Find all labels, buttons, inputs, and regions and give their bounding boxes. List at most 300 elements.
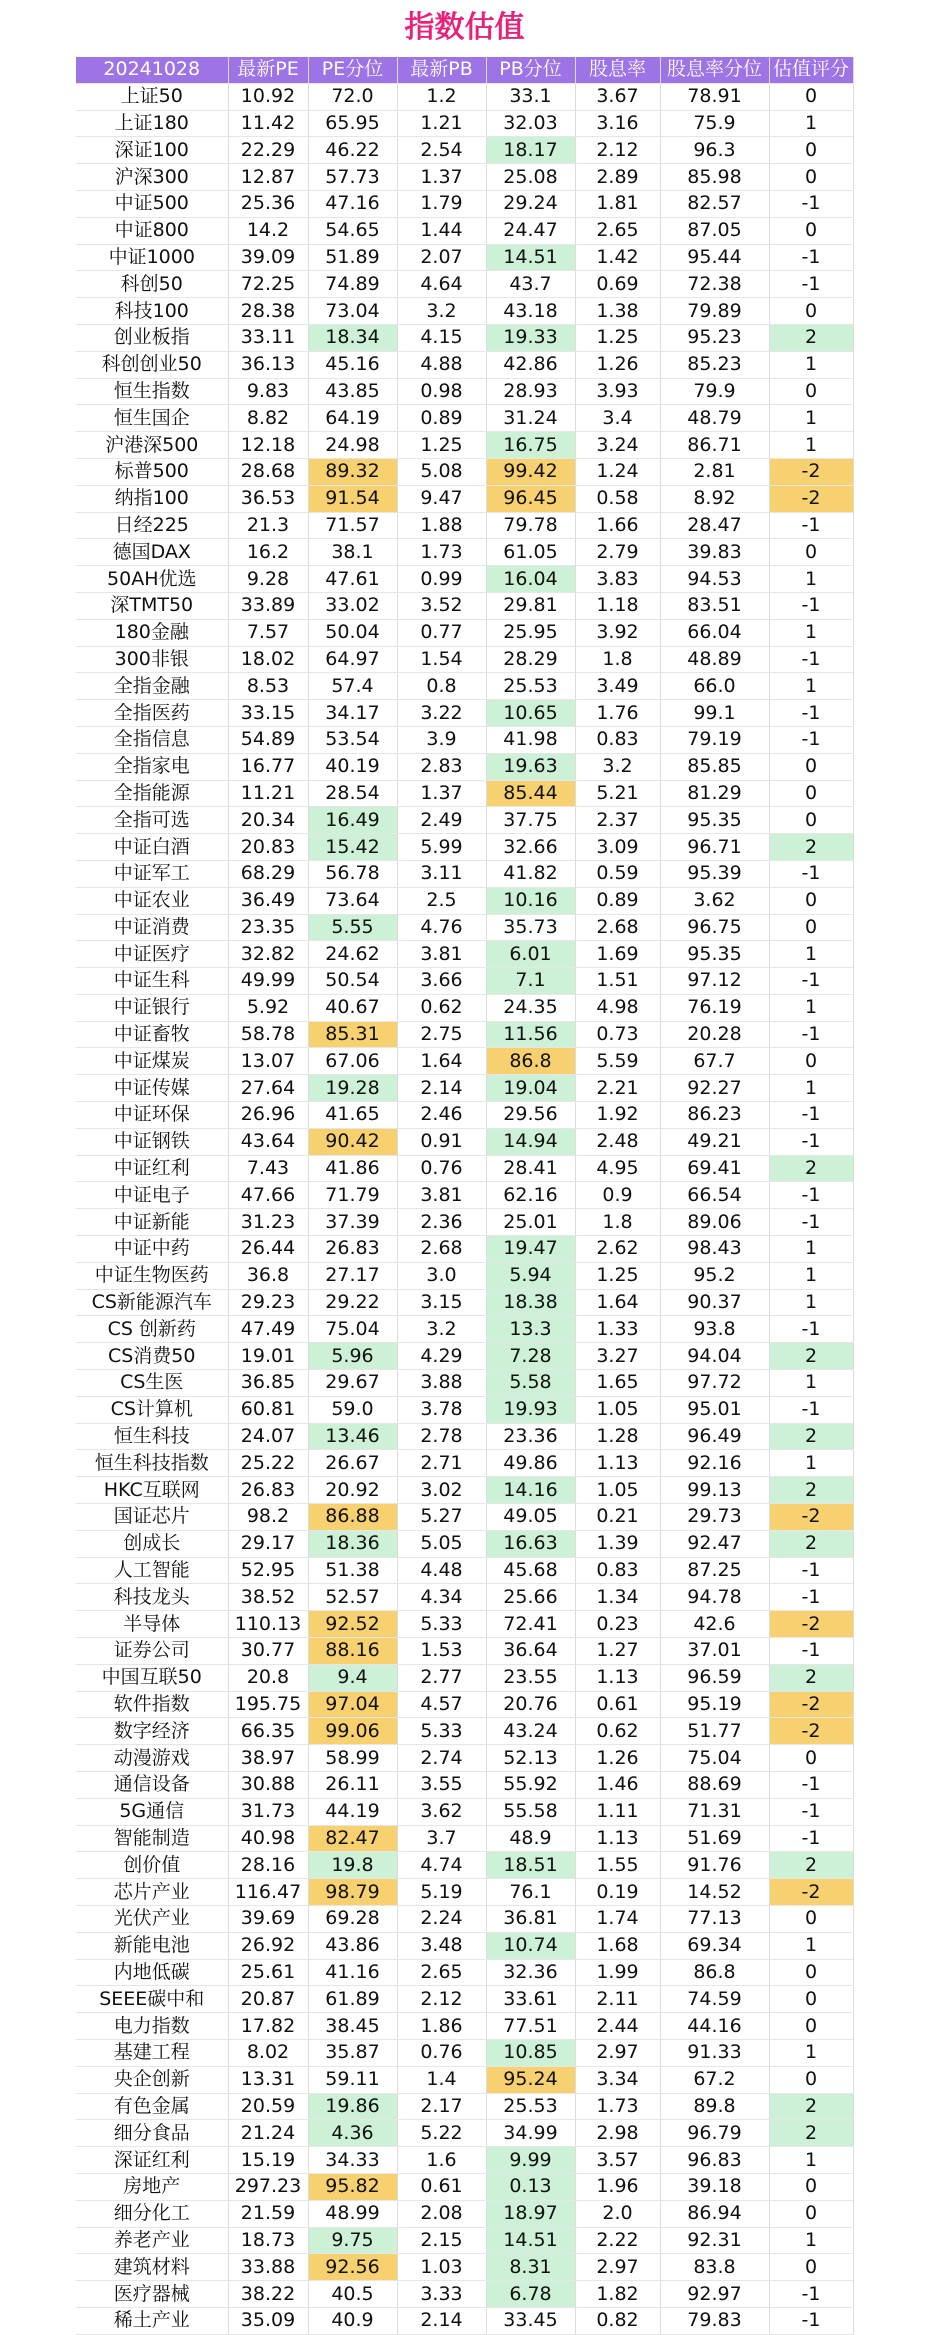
cell-pe: 52.95 — [228, 1557, 308, 1584]
cell-pe-percentile: 38.45 — [308, 2013, 397, 2040]
header-pb-percentile: PB分位 — [486, 57, 575, 83]
cell-pb: 0.98 — [397, 378, 486, 405]
cell-pe: 36.13 — [228, 351, 308, 378]
table-row — [76, 244, 853, 271]
cell-pb-percentile: 18.51 — [486, 1852, 575, 1879]
cell-dividend-yield: 1.26 — [575, 351, 660, 378]
cell-dividend-yield: 1.24 — [575, 458, 660, 485]
cell-index-name: 上证180 — [76, 110, 228, 137]
table-row — [76, 1316, 853, 1343]
cell-pb-percentile: 29.81 — [486, 592, 575, 619]
cell-pe-percentile: 61.89 — [308, 1986, 397, 2013]
cell-score: -1 — [769, 2281, 853, 2308]
table-row — [76, 1825, 853, 1852]
cell-pb: 3.66 — [397, 968, 486, 995]
table-row — [76, 432, 853, 459]
cell-dividend-percentile: 42.6 — [660, 1611, 769, 1638]
table-row — [76, 1048, 853, 1075]
cell-pb: 2.07 — [397, 244, 486, 271]
cell-score: 1 — [769, 2147, 853, 2174]
table-row — [76, 1236, 853, 1263]
cell-dividend-yield: 4.95 — [575, 1155, 660, 1182]
cell-pb-percentile: 33.1 — [486, 83, 575, 110]
cell-pb-percentile: 25.95 — [486, 619, 575, 646]
cell-score: 2 — [769, 1477, 853, 1504]
table-row — [76, 887, 853, 914]
cell-pe: 36.53 — [228, 485, 308, 512]
table-row — [76, 217, 853, 244]
cell-index-name: 中证畜牧 — [76, 1021, 228, 1048]
cell-dividend-percentile: 92.47 — [660, 1530, 769, 1557]
cell-pe: 36.8 — [228, 1262, 308, 1289]
cell-pb-percentile: 32.66 — [486, 834, 575, 861]
cell-dividend-yield: 1.18 — [575, 592, 660, 619]
cell-pe: 26.83 — [228, 1477, 308, 1504]
cell-pe-percentile: 72.0 — [308, 83, 397, 110]
table-row — [76, 271, 853, 298]
table-row — [76, 1128, 853, 1155]
cell-pe-percentile: 35.87 — [308, 2039, 397, 2066]
cell-pe-percentile: 13.46 — [308, 1423, 397, 1450]
table-row — [76, 2066, 853, 2093]
cell-score: 2 — [769, 834, 853, 861]
cell-dividend-yield: 1.82 — [575, 2281, 660, 2308]
cell-pb-percentile: 43.18 — [486, 298, 575, 325]
cell-pb-percentile: 25.08 — [486, 164, 575, 191]
cell-pb-percentile: 6.01 — [486, 941, 575, 968]
cell-index-name: 科创50 — [76, 271, 228, 298]
cell-dividend-percentile: 92.16 — [660, 1450, 769, 1477]
cell-score: -1 — [769, 271, 853, 298]
cell-score: 0 — [769, 164, 853, 191]
cell-score: 2 — [769, 2093, 853, 2120]
cell-pe: 20.87 — [228, 1986, 308, 2013]
cell-pb: 3.15 — [397, 1289, 486, 1316]
cell-pe: 29.17 — [228, 1530, 308, 1557]
cell-score: 0 — [769, 914, 853, 941]
cell-index-name: 国证芯片 — [76, 1504, 228, 1531]
cell-pe: 17.82 — [228, 2013, 308, 2040]
cell-dividend-percentile: 92.97 — [660, 2281, 769, 2308]
cell-dividend-yield: 3.2 — [575, 753, 660, 780]
table-row — [76, 1289, 853, 1316]
cell-pb: 0.89 — [397, 405, 486, 432]
cell-index-name: 动漫游戏 — [76, 1745, 228, 1772]
cell-dividend-percentile: 66.0 — [660, 673, 769, 700]
cell-pb-percentile: 33.61 — [486, 1986, 575, 2013]
cell-score: 1 — [769, 1289, 853, 1316]
cell-pb: 3.48 — [397, 1932, 486, 1959]
cell-pe: 15.19 — [228, 2147, 308, 2174]
cell-score: -1 — [769, 512, 853, 539]
table-row — [76, 726, 853, 753]
cell-score: 1 — [769, 1262, 853, 1289]
cell-pe: 9.28 — [228, 566, 308, 593]
cell-pe: 25.22 — [228, 1450, 308, 1477]
cell-score: -1 — [769, 1209, 853, 1236]
cell-dividend-yield: 0.9 — [575, 1182, 660, 1209]
cell-index-name: 医疗器械 — [76, 2281, 228, 2308]
cell-pb: 2.78 — [397, 1423, 486, 1450]
cell-score: -1 — [769, 1182, 853, 1209]
cell-dividend-yield: 1.96 — [575, 2173, 660, 2200]
cell-pb: 3.33 — [397, 2281, 486, 2308]
cell-pb: 0.76 — [397, 2039, 486, 2066]
cell-dividend-yield: 5.59 — [575, 1048, 660, 1075]
cell-dividend-yield: 1.55 — [575, 1852, 660, 1879]
cell-pe: 68.29 — [228, 860, 308, 887]
cell-pe: 40.98 — [228, 1825, 308, 1852]
cell-pe-percentile: 24.98 — [308, 432, 397, 459]
cell-pb: 1.03 — [397, 2254, 486, 2281]
cell-pe: 18.73 — [228, 2227, 308, 2254]
cell-dividend-percentile: 67.7 — [660, 1048, 769, 1075]
cell-dividend-yield: 1.05 — [575, 1477, 660, 1504]
cell-pe-percentile: 29.22 — [308, 1289, 397, 1316]
cell-dividend-percentile: 94.78 — [660, 1584, 769, 1611]
cell-score: -2 — [769, 1718, 853, 1745]
table-row — [76, 1879, 853, 1906]
cell-dividend-percentile: 77.13 — [660, 1905, 769, 1932]
cell-dividend-yield: 1.46 — [575, 1772, 660, 1799]
cell-dividend-yield: 2.48 — [575, 1128, 660, 1155]
cell-index-name: CS消费50 — [76, 1343, 228, 1370]
cell-pb: 0.76 — [397, 1155, 486, 1182]
cell-pb-percentile: 32.03 — [486, 110, 575, 137]
cell-pe: 21.24 — [228, 2120, 308, 2147]
cell-index-name: 标普500 — [76, 458, 228, 485]
cell-dividend-yield: 2.89 — [575, 164, 660, 191]
cell-pb: 0.61 — [397, 2173, 486, 2200]
cell-index-name: 中证消费 — [76, 914, 228, 941]
cell-dividend-percentile: 66.04 — [660, 619, 769, 646]
cell-dividend-yield: 3.27 — [575, 1343, 660, 1370]
cell-pe: 11.21 — [228, 780, 308, 807]
cell-pb-percentile: 49.05 — [486, 1504, 575, 1531]
cell-pb: 3.2 — [397, 298, 486, 325]
cell-dividend-yield: 3.57 — [575, 2147, 660, 2174]
cell-pb: 1.2 — [397, 83, 486, 110]
cell-index-name: CS计算机 — [76, 1396, 228, 1423]
cell-pb-percentile: 48.9 — [486, 1825, 575, 1852]
cell-pe-percentile: 86.88 — [308, 1504, 397, 1531]
cell-dividend-percentile: 76.19 — [660, 994, 769, 1021]
table-row — [76, 1852, 853, 1879]
cell-dividend-percentile: 97.72 — [660, 1370, 769, 1397]
cell-score: -1 — [769, 592, 853, 619]
table-row — [76, 834, 853, 861]
cell-pe: 22.29 — [228, 137, 308, 164]
cell-dividend-percentile: 49.21 — [660, 1128, 769, 1155]
cell-index-name: 全指家电 — [76, 753, 228, 780]
cell-score: 1 — [769, 432, 853, 459]
cell-pb-percentile: 9.99 — [486, 2147, 575, 2174]
cell-dividend-yield: 2.12 — [575, 137, 660, 164]
cell-pe-percentile: 97.04 — [308, 1691, 397, 1718]
cell-pb: 0.8 — [397, 673, 486, 700]
cell-score: 0 — [769, 2254, 853, 2281]
table-row — [76, 1798, 853, 1825]
cell-pb: 4.76 — [397, 914, 486, 941]
cell-pe-percentile: 27.17 — [308, 1262, 397, 1289]
cell-pe-percentile: 45.16 — [308, 351, 397, 378]
cell-index-name: 新能电池 — [76, 1932, 228, 1959]
table-row — [76, 110, 853, 137]
header-row — [76, 57, 853, 83]
cell-index-name: 恒生科技指数 — [76, 1450, 228, 1477]
cell-pb: 3.81 — [397, 1182, 486, 1209]
cell-pe: 33.89 — [228, 592, 308, 619]
cell-pe-percentile: 69.28 — [308, 1905, 397, 1932]
cell-index-name: 全指金融 — [76, 673, 228, 700]
table-row — [76, 1584, 853, 1611]
cell-index-name: 中证生科 — [76, 968, 228, 995]
cell-dividend-percentile: 86.8 — [660, 1959, 769, 1986]
cell-pb-percentile: 62.16 — [486, 1182, 575, 1209]
cell-index-name: HKC互联网 — [76, 1477, 228, 1504]
cell-dividend-percentile: 91.76 — [660, 1852, 769, 1879]
table-row — [76, 2093, 853, 2120]
cell-dividend-percentile: 79.19 — [660, 726, 769, 753]
cell-pe: 29.23 — [228, 1289, 308, 1316]
cell-dividend-yield: 0.69 — [575, 271, 660, 298]
cell-dividend-yield: 1.26 — [575, 1745, 660, 1772]
cell-pb-percentile: 43.24 — [486, 1718, 575, 1745]
cell-pe-percentile: 82.47 — [308, 1825, 397, 1852]
cell-dividend-yield: 0.73 — [575, 1021, 660, 1048]
table-row — [76, 1370, 853, 1397]
cell-pb-percentile: 61.05 — [486, 539, 575, 566]
cell-pb-percentile: 0.13 — [486, 2173, 575, 2200]
cell-pe-percentile: 50.54 — [308, 968, 397, 995]
cell-index-name: 中证白酒 — [76, 834, 228, 861]
cell-index-name: 中证传媒 — [76, 1075, 228, 1102]
cell-pe-percentile: 5.96 — [308, 1343, 397, 1370]
cell-pe: 7.43 — [228, 1155, 308, 1182]
cell-score: 0 — [769, 1048, 853, 1075]
cell-pb: 1.88 — [397, 512, 486, 539]
cell-pe: 28.68 — [228, 458, 308, 485]
table-row — [76, 190, 853, 217]
cell-pe-percentile: 40.5 — [308, 2281, 397, 2308]
table-row — [76, 458, 853, 485]
cell-pe-percentile: 71.57 — [308, 512, 397, 539]
cell-score: 2 — [769, 1423, 853, 1450]
table-row — [76, 2254, 853, 2281]
cell-score: 0 — [769, 753, 853, 780]
cell-index-name: 中证银行 — [76, 994, 228, 1021]
cell-index-name: 通信设备 — [76, 1772, 228, 1799]
table-row — [76, 539, 853, 566]
cell-pb-percentile: 10.65 — [486, 700, 575, 727]
cell-dividend-yield: 2.22 — [575, 2227, 660, 2254]
cell-pe-percentile: 89.32 — [308, 458, 397, 485]
cell-pb: 2.75 — [397, 1021, 486, 1048]
cell-dividend-percentile: 79.89 — [660, 298, 769, 325]
cell-pe-percentile: 71.79 — [308, 1182, 397, 1209]
table-row — [76, 1209, 853, 1236]
table-row — [76, 807, 853, 834]
cell-score: 2 — [769, 2120, 853, 2147]
cell-dividend-yield: 1.73 — [575, 2093, 660, 2120]
table-row — [76, 1021, 853, 1048]
cell-pe-percentile: 88.16 — [308, 1638, 397, 1665]
table-row — [76, 351, 853, 378]
cell-dividend-percentile: 69.34 — [660, 1932, 769, 1959]
cell-pb-percentile: 49.86 — [486, 1450, 575, 1477]
cell-index-name: 5G通信 — [76, 1798, 228, 1825]
cell-score: 0 — [769, 807, 853, 834]
cell-dividend-percentile: 86.71 — [660, 432, 769, 459]
cell-pb: 1.64 — [397, 1048, 486, 1075]
cell-pe-percentile: 38.1 — [308, 539, 397, 566]
cell-dividend-yield: 1.99 — [575, 1959, 660, 1986]
cell-dividend-percentile: 28.47 — [660, 512, 769, 539]
cell-dividend-yield: 1.27 — [575, 1638, 660, 1665]
cell-dividend-yield: 1.65 — [575, 1370, 660, 1397]
cell-pe-percentile: 40.67 — [308, 994, 397, 1021]
cell-score: 1 — [769, 110, 853, 137]
cell-index-name: 深证100 — [76, 137, 228, 164]
cell-pe-percentile: 50.04 — [308, 619, 397, 646]
cell-score: -1 — [769, 646, 853, 673]
cell-dividend-percentile: 75.9 — [660, 110, 769, 137]
table-row — [76, 1557, 853, 1584]
cell-pb-percentile: 6.78 — [486, 2281, 575, 2308]
cell-pb-percentile: 29.24 — [486, 190, 575, 217]
cell-pb: 1.21 — [397, 110, 486, 137]
cell-pe: 36.85 — [228, 1370, 308, 1397]
table-row — [76, 2120, 853, 2147]
cell-dividend-yield: 2.65 — [575, 217, 660, 244]
cell-score: 1 — [769, 1236, 853, 1263]
cell-pb-percentile: 19.47 — [486, 1236, 575, 1263]
cell-dividend-percentile: 67.2 — [660, 2066, 769, 2093]
cell-pe: 66.35 — [228, 1718, 308, 1745]
table-row — [76, 700, 853, 727]
cell-pb: 4.74 — [397, 1852, 486, 1879]
cell-dividend-yield: 2.97 — [575, 2039, 660, 2066]
cell-pe: 33.11 — [228, 324, 308, 351]
cell-pe-percentile: 75.04 — [308, 1316, 397, 1343]
table-row — [76, 137, 853, 164]
table-row — [76, 1718, 853, 1745]
table-row — [76, 512, 853, 539]
cell-pb-percentile: 99.42 — [486, 458, 575, 485]
cell-index-name: 光伏产业 — [76, 1905, 228, 1932]
cell-pe: 32.82 — [228, 941, 308, 968]
cell-dividend-yield: 1.34 — [575, 1584, 660, 1611]
cell-pb-percentile: 23.36 — [486, 1423, 575, 1450]
cell-index-name: CS 创新药 — [76, 1316, 228, 1343]
cell-dividend-percentile: 69.41 — [660, 1155, 769, 1182]
cell-pe: 20.59 — [228, 2093, 308, 2120]
cell-pb: 3.88 — [397, 1370, 486, 1397]
cell-pe: 12.87 — [228, 164, 308, 191]
cell-pb-percentile: 14.16 — [486, 1477, 575, 1504]
cell-pe-percentile: 95.82 — [308, 2173, 397, 2200]
cell-pe-percentile: 74.89 — [308, 271, 397, 298]
cell-pe-percentile: 20.92 — [308, 1477, 397, 1504]
cell-pe: 36.49 — [228, 887, 308, 914]
cell-pb-percentile: 14.94 — [486, 1128, 575, 1155]
cell-dividend-yield: 5.21 — [575, 780, 660, 807]
cell-dividend-yield: 1.64 — [575, 1289, 660, 1316]
cell-index-name: 数字经济 — [76, 1718, 228, 1745]
cell-dividend-yield: 1.42 — [575, 244, 660, 271]
cell-pe: 38.52 — [228, 1584, 308, 1611]
cell-pb: 9.47 — [397, 485, 486, 512]
cell-dividend-percentile: 99.1 — [660, 700, 769, 727]
cell-dividend-percentile: 3.62 — [660, 887, 769, 914]
cell-pb: 1.25 — [397, 432, 486, 459]
cell-index-name: 中国互联50 — [76, 1664, 228, 1691]
cell-pb: 0.62 — [397, 994, 486, 1021]
cell-pb-percentile: 55.92 — [486, 1772, 575, 1799]
cell-pb-percentile: 14.51 — [486, 2227, 575, 2254]
cell-index-name: 创业板指 — [76, 324, 228, 351]
cell-pe-percentile: 9.4 — [308, 1664, 397, 1691]
cell-index-name: 稀土产业 — [76, 2307, 228, 2334]
cell-pb-percentile: 24.47 — [486, 217, 575, 244]
cell-pe-percentile: 57.73 — [308, 164, 397, 191]
cell-index-name: 50AH优选 — [76, 566, 228, 593]
cell-score: -1 — [769, 860, 853, 887]
cell-pe: 26.96 — [228, 1102, 308, 1129]
cell-pe: 31.73 — [228, 1798, 308, 1825]
cell-dividend-percentile: 93.8 — [660, 1316, 769, 1343]
cell-pe-percentile: 92.52 — [308, 1611, 397, 1638]
cell-dividend-yield: 1.92 — [575, 1102, 660, 1129]
cell-index-name: 恒生指数 — [76, 378, 228, 405]
cell-score: 0 — [769, 137, 853, 164]
cell-dividend-yield: 3.34 — [575, 2066, 660, 2093]
cell-dividend-percentile: 48.79 — [660, 405, 769, 432]
cell-pb-percentile: 19.04 — [486, 1075, 575, 1102]
cell-pb-percentile: 85.44 — [486, 780, 575, 807]
cell-index-name: 芯片产业 — [76, 1879, 228, 1906]
cell-pe-percentile: 40.19 — [308, 753, 397, 780]
cell-pe: 8.02 — [228, 2039, 308, 2066]
cell-pe: 58.78 — [228, 1021, 308, 1048]
cell-pe: 33.15 — [228, 700, 308, 727]
cell-pb-percentile: 23.55 — [486, 1664, 575, 1691]
cell-pb: 4.34 — [397, 1584, 486, 1611]
cell-score: 2 — [769, 1155, 853, 1182]
cell-score: 0 — [769, 217, 853, 244]
cell-pe-percentile: 53.54 — [308, 726, 397, 753]
cell-pb: 3.52 — [397, 592, 486, 619]
cell-score: -1 — [769, 1128, 853, 1155]
cell-dividend-yield: 3.67 — [575, 83, 660, 110]
cell-pe: 26.92 — [228, 1932, 308, 1959]
cell-pe-percentile: 41.86 — [308, 1155, 397, 1182]
cell-pe-percentile: 15.42 — [308, 834, 397, 861]
cell-pe: 21.3 — [228, 512, 308, 539]
cell-score: 2 — [769, 1664, 853, 1691]
cell-pe: 116.47 — [228, 1879, 308, 1906]
cell-pe: 60.81 — [228, 1396, 308, 1423]
cell-dividend-yield: 2.68 — [575, 914, 660, 941]
table-row — [76, 914, 853, 941]
cell-dividend-percentile: 78.91 — [660, 83, 769, 110]
table-row — [76, 592, 853, 619]
cell-dividend-yield: 3.24 — [575, 432, 660, 459]
cell-dividend-percentile: 96.3 — [660, 137, 769, 164]
cell-pb: 1.44 — [397, 217, 486, 244]
cell-pb-percentile: 10.74 — [486, 1932, 575, 1959]
cell-pb: 4.29 — [397, 1343, 486, 1370]
